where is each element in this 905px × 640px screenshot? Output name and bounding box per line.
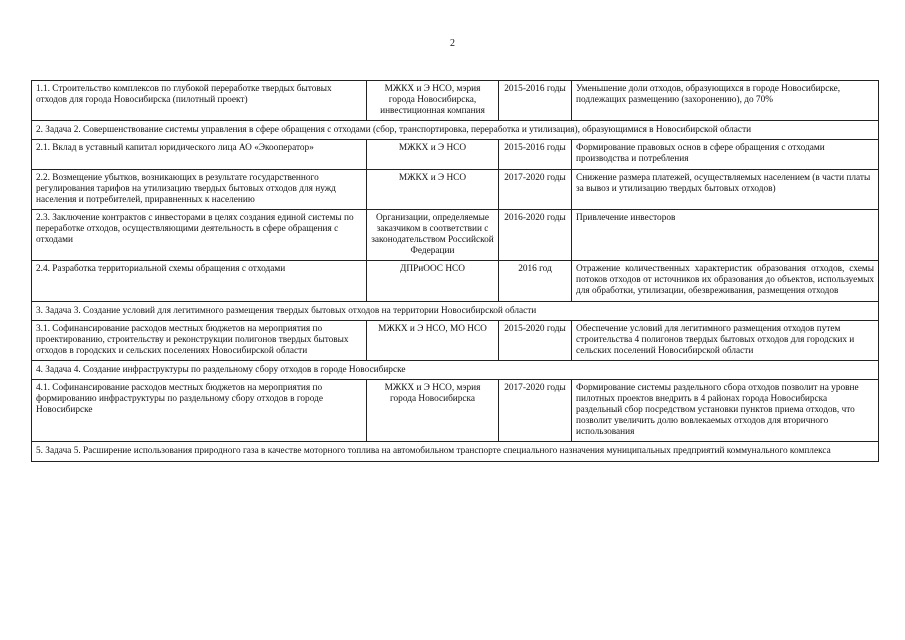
measure-cell: 4.1. Софинансирование расходов местных бюджетов на мероприятия по формированию инфраструктуры по раздельному сбору отходов в городе Новосибирске	[32, 379, 367, 441]
executor-cell: МЖКХ и Э НСО, МО НСО	[367, 320, 499, 360]
result-cell: Отражение количественных характеристик образования отходов, схемы потоков отходов от источников их образования до объектов, используемых для обработки, утилизации, обезвреживания, размещения отходов	[572, 261, 879, 301]
period-cell: 2017-2020 годы	[499, 169, 572, 209]
task-row	[32, 360, 879, 379]
result-cell: Уменьшение доли отходов, образующихся в городе Новосибирске, подлежащих размещению (захоронению), до 70%	[572, 81, 879, 121]
task-heading: 5. Задача 5. Расширение использования природного газа в качестве моторного топлива на автомобильном транспорте специального назначения муниципальных предприятий коммунального комплекса	[32, 442, 879, 461]
result-cell: Обеспечение условий для легитимного размещения отходов путем строительства 4 полигонов твердых бытовых отходов для городских и сельских поселений Новосибирской области	[572, 320, 879, 360]
task-row	[32, 301, 879, 320]
executor-cell: МЖКХ и Э НСО, мэрия города Новосибирска, инвестиционная компания	[367, 81, 499, 121]
table-row	[32, 209, 879, 260]
table-row	[32, 81, 879, 121]
task-row	[32, 121, 879, 140]
table-row	[32, 169, 879, 209]
result-cell: Формирование системы раздельного сбора отходов позволит на уровне пилотных проектов внедрить в 4 районах города Новосибирска раздельный сбор посредством установки пунктов приема отходов, что позволит увеличить долю вовлекаемых отходов для вторичного использования	[572, 379, 879, 441]
task-heading: 4. Задача 4. Создание инфраструктуры по раздельному сбору отходов в городе Новосибирске	[32, 360, 879, 379]
period-cell: 2016 год	[499, 261, 572, 301]
measure-cell: 2.2. Возмещение убытков, возникающих в результате государственного регулирования тарифов на утилизацию твердых бытовых отходов для нужд населения и потребителей, приравненных к населению	[32, 169, 367, 209]
measure-cell: 1.1. Строительство комплексов по глубокой переработке твердых бытовых отходов для города Новосибирска (пилотный проект)	[32, 81, 367, 121]
result-cell: Формирование правовых основ в сфере обращения с отходами производства и потребления	[572, 140, 879, 169]
measure-cell: 2.3. Заключение контрактов с инвесторами в целях создания единой системы по переработке отходов, осуществляющими деятельность в сфере обращения с отходами	[32, 209, 367, 260]
table-row	[32, 140, 879, 169]
measures-table-body	[32, 81, 879, 462]
period-cell: 2015-2016 годы	[499, 140, 572, 169]
measure-cell: 2.4. Разработка территориальной схемы обращения с отходами	[32, 261, 367, 301]
executor-cell: МЖКХ и Э НСО, мэрия города Новосибирска	[367, 379, 499, 441]
executor-cell: Организации, определяемые заказчиком в соответствии с законодательством Российской Федерации	[367, 209, 499, 260]
page-number: 2	[450, 38, 455, 49]
executor-cell: МЖКХ и Э НСО	[367, 140, 499, 169]
task-heading: 2. Задача 2. Совершенствование системы управления в сфере обращения с отходами (сбор, транспортировка, переработка и утилизация), образующимися в Новосибирской области	[32, 121, 879, 140]
period-cell: 2017-2020 годы	[499, 379, 572, 441]
executor-cell: ДПРиООС НСО	[367, 261, 499, 301]
period-cell: 2015-2020 годы	[499, 320, 572, 360]
table-row	[32, 261, 879, 301]
period-cell: 2015-2016 годы	[499, 81, 572, 121]
task-heading: 3. Задача 3. Создание условий для легитимного размещения твердых бытовых отходов на территории Новосибирской области	[32, 301, 879, 320]
measure-cell: 3.1. Софинансирование расходов местных бюджетов на мероприятия по проектированию, строительству и реконструкции полигонов твердых бытовых отходов в городских и сельских поселениях Новосибирской области	[32, 320, 367, 360]
result-cell: Привлечение инвесторов	[572, 209, 879, 260]
result-cell: Снижение размера платежей, осуществляемых населением (в части платы за вывоз и утилизацию твердых бытовых отходов)	[572, 169, 879, 209]
executor-cell: МЖКХ и Э НСО	[367, 169, 499, 209]
table-row	[32, 320, 879, 360]
period-cell: 2016-2020 годы	[499, 209, 572, 260]
measure-cell: 2.1. Вклад в уставный капитал юридического лица АО «Экооператор»	[32, 140, 367, 169]
task-row	[32, 442, 879, 461]
table-row	[32, 379, 879, 441]
measures-table	[31, 80, 879, 462]
